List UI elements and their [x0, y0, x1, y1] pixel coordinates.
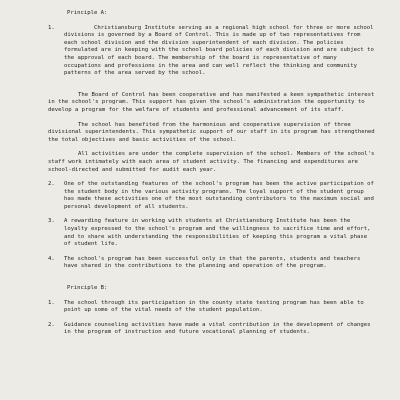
paragraph: The school through its participation in the county state testing program has been able to point up some of the vital needs of the student population. — [64, 299, 364, 314]
principle-a-item-3 — [48, 218, 376, 248]
principle-b-heading: Principle B: — [67, 285, 108, 292]
item-number: 3. — [48, 218, 55, 225]
principle-a-heading: Principle A: — [67, 10, 108, 16]
paragraph: The school has benefited from the harmonious and cooperative supervision of three divisional superintendents. This sympathetic support of our staff in its program has strengthened the total objectives and basic activities of the school. — [48, 121, 375, 143]
item-number: 1. — [48, 24, 55, 31]
principle-b-item-2 — [48, 322, 376, 337]
item-number: 2. — [48, 181, 55, 188]
item-body — [64, 25, 376, 85]
principle-a-item-1 — [48, 25, 376, 85]
principle-a-item-4 — [48, 256, 376, 271]
paragraph: The school's program has been successful only in that the parents, students and teachers have shared in the contributions to the planning and operation of the program. — [64, 255, 361, 270]
paragraph: A rewarding feature in working with students at Christiansburg Institute has been the loyalty expressed to the school's program and the willingness to sacrifice time and effort, and to share with understanding the responsibilities of keeping this program a vital phase of student life. — [64, 218, 371, 248]
paragraph: The Board of Control has been cooperative and has manifested a keen sympathetic interest in the school's program. This support has given the school's administration the opportunity to develop a program for the welfare of students and professional advancement of its staff. — [48, 91, 375, 113]
item-number: 4. — [48, 255, 55, 262]
item-number: 2. — [48, 321, 55, 328]
paragraph: One of the outstanding features of the school's program has been the active participation of the student body in the various activity programs. The loyal support of the student group has made these activities one of the most outstanding contributors to the maximum social and personal development of all students. — [64, 181, 374, 210]
paragraph: Christiansburg Institute serving as a regional high school for three or more school divisions is governed by a Board of Control. This is made up of two representatives from each school division and the division superintendent of each division. The policies formulated are in keeping with the school board policies of each division and are subject to the approval of each board. The membership of the board is representative of many occupations and professions in the area and can well reflect the thinking and community patterns of the area served by the school. — [64, 24, 374, 77]
paragraph: Guidance counseling activities have made a vital contribution in the development of changes in the program of instruction and future vocational planning of students. — [64, 321, 371, 336]
principle-a-item-2 — [48, 181, 376, 211]
item-number: 1. — [48, 299, 55, 306]
principle-b-item-1 — [48, 300, 376, 315]
paragraph: All activities are under the complete supervision of the school. Members of the school's staff work intimately with each area of student activity. The financing and expenditures are school-directed and submitted for audit each year. — [48, 151, 375, 173]
